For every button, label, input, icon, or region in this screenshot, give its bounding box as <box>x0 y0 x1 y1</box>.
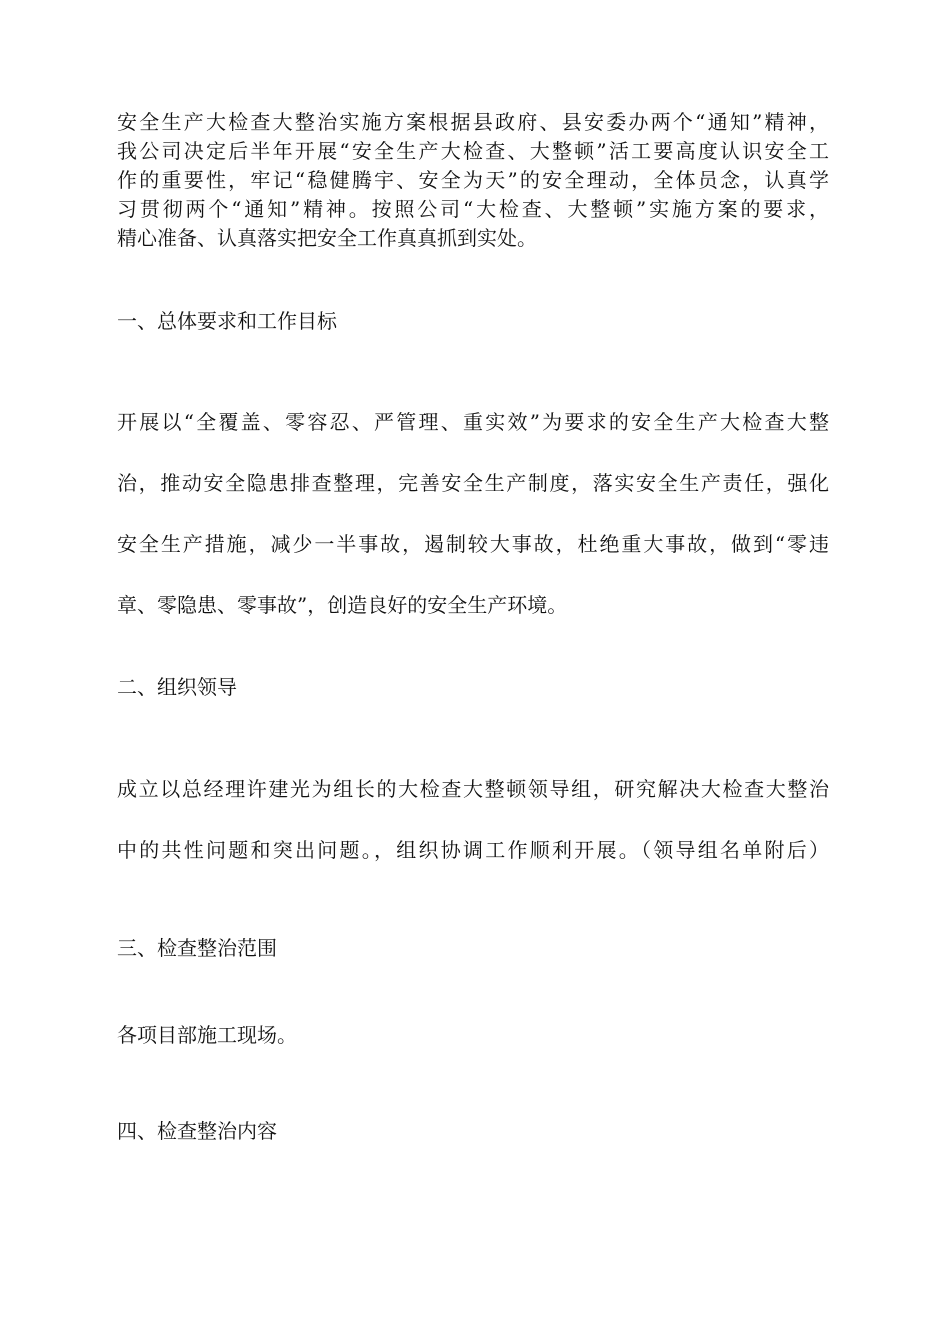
intro-line: 作的重要性，牢记“稳健腾宇、安全为天”的安全理动，全体员念，认真学 <box>117 168 829 192</box>
intro-line: 安全生产大检查大整治实施方案根据县政府、县安委办两个“通知”精神， <box>117 110 829 134</box>
paragraph-line: 开展以“全覆盖、零容忍、严管理、重实效”为要求的安全生产大检查大整 <box>117 410 829 434</box>
paragraph-line: 成立以总经理许建光为组长的大检查大整顿领导组，研究解决大检查大整治 <box>117 777 829 801</box>
paragraph-line: 安全生产措施，减少一半事故，遏制较大事故，杜绝重大事故，做到“零违 <box>117 532 829 556</box>
intro-line: 精心准备、认真落实把安全工作真真抓到实处。 <box>117 226 537 250</box>
intro-line: 我公司决定后半年开展“安全生产大检查、大整顿”活工要高度认识安全工 <box>117 139 829 163</box>
section-heading-4: 四、检查整治内容 <box>117 1119 277 1143</box>
section-heading-1: 一、总体要求和工作目标 <box>117 309 337 333</box>
paragraph-line: 章、零隐患、零事故”，创造良好的安全生产环境。 <box>117 593 568 617</box>
section-paragraph-1 <box>117 392 829 636</box>
paragraph-line: 中的共性问题和突出问题。，组织协调工作顺利开展。（领导组名单附后） <box>117 838 829 862</box>
section-heading-2: 二、组织领导 <box>117 675 237 699</box>
section-paragraph-2 <box>117 759 829 881</box>
intro-line: 习贯彻两个“通知”精神。按照公司“大检查、大整顿”实施方案的要求， <box>117 197 829 221</box>
section-heading-3: 三、检查整治范围 <box>117 936 277 960</box>
intro-paragraph <box>117 108 829 253</box>
section-paragraph-3: 各项目部施工现场。 <box>117 1023 297 1047</box>
paragraph-line: 治，推动安全隐患排查整理，完善安全生产制度，落实安全生产责任，强化 <box>117 471 829 495</box>
